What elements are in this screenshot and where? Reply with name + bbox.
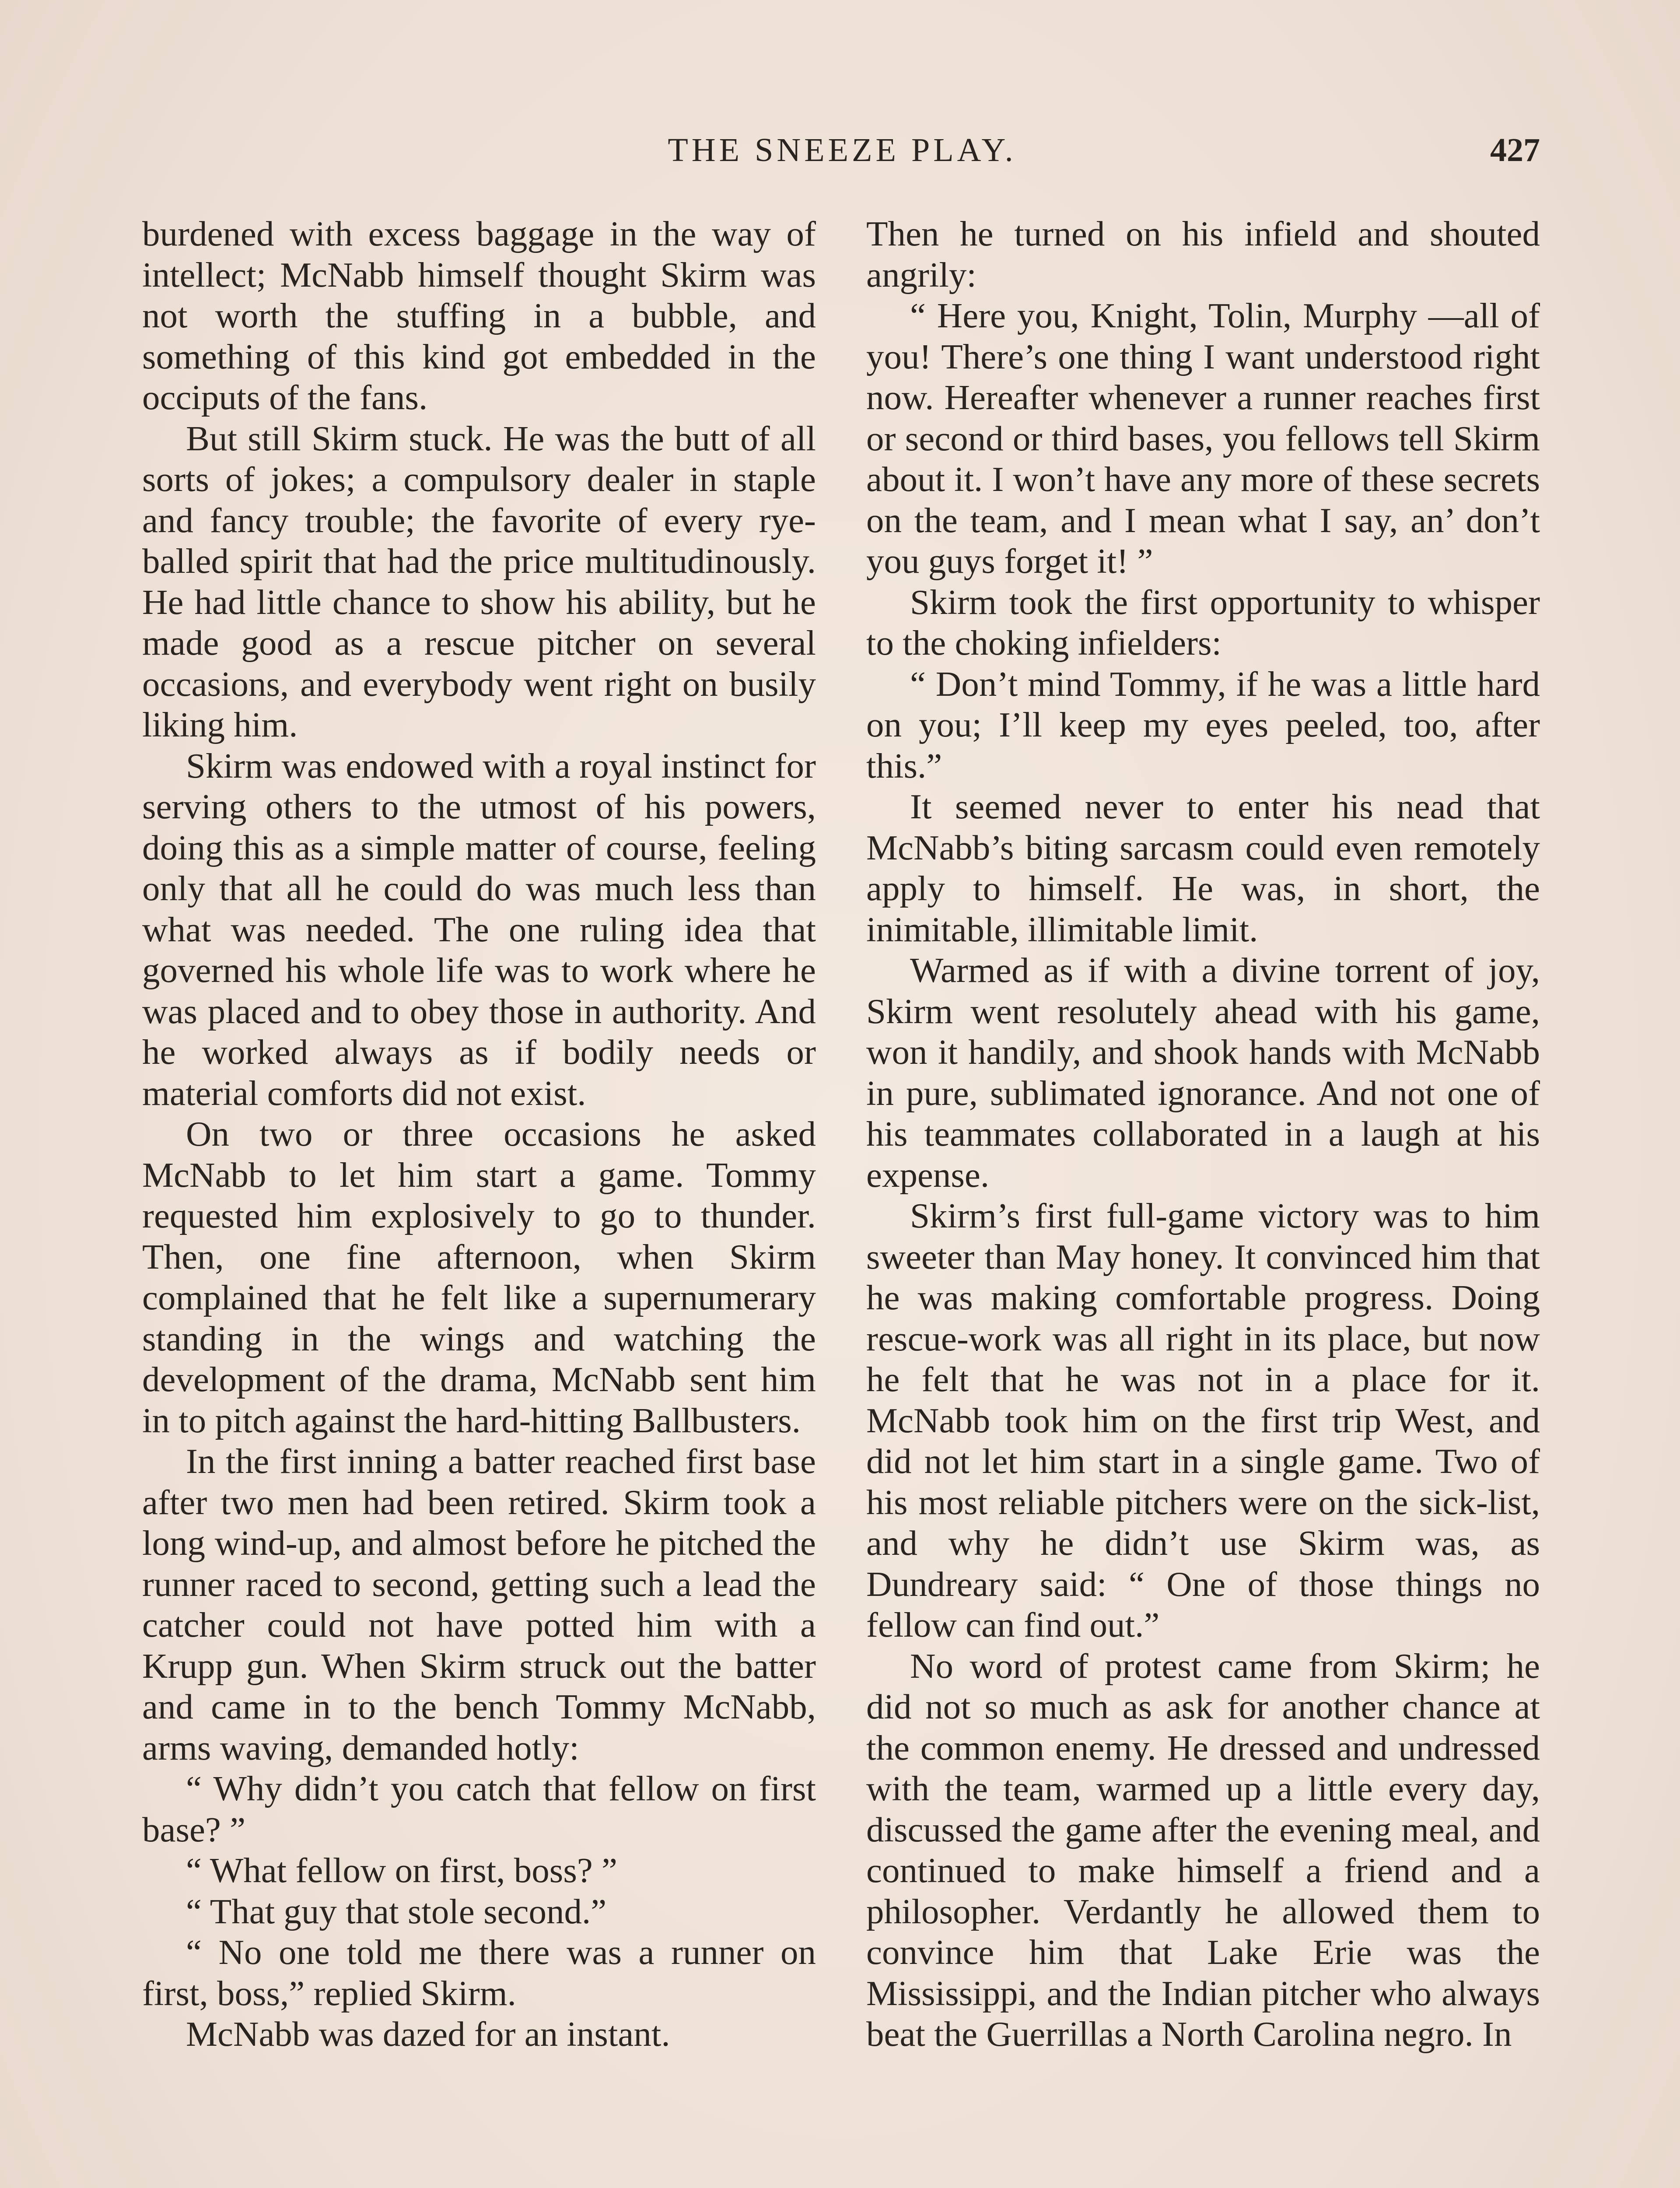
- paragraph: “ Why didn’t you catch that fellow on first base? ”: [142, 1769, 816, 1849]
- paragraph: McNabb was dazed for an instant.: [186, 2014, 670, 2054]
- paragraph: Skirm took the first opportunity to whisper to the choking infielders:: [866, 582, 1540, 663]
- page-number: 427: [1490, 132, 1540, 168]
- page-header: [144, 131, 1540, 179]
- paragraph: Then he turned on his infield and shouted angrily:: [866, 214, 1540, 295]
- paragraph: “ What fellow on first, boss? ”: [186, 1851, 618, 1890]
- paragraph: Skirm’s first full-game victory was to him sweeter than May honey. It convinced him that he was making comfortable progress. Doing rescue-work was all right in its place, but now he felt that he was not in a place for it. McNabb took him on the first trip West, and did not let him start in a single game. Two of his most reliable pitchers were on the sick-list, and why he didn’t use Skirm was, as Dundreary said: “ One of those things no fellow can find out.”: [866, 1196, 1540, 1645]
- paragraph: “ No one told me there was a runner on first, boss,” replied Skirm.: [142, 1932, 816, 2013]
- paragraph: “ Here you, Knight, Tolin, Murphy —all of you! There’s one thing I want understood right now. Hereafter whenever a runner reaches first or second or third bases, you fellows tell Skirm about it. I won’t have any more of these secrets on the team, and I mean what I say, an’ don’t you guys forget it! ”: [866, 296, 1540, 581]
- paragraph: Warmed as if with a divine torrent of joy, Skirm went resolutely ahead with his game, won it handily, and shook hands with McNabb in pure, sublimated ignorance. And not one of his teammates collaborated in a laugh at his expense.: [866, 950, 1540, 1195]
- paragraph: “ That guy that stole second.”: [186, 1891, 607, 1931]
- text-columns: [142, 214, 1540, 2055]
- paragraph: No word of protest came from Skirm; he did not so much as ask for another chance at the common enemy. He dressed and undressed with the team, warmed up a little every day, discussed the game after the evening meal, and continued to make himself a friend and a philosopher. Verdantly he allowed them to convince him that Lake Erie was the Mississippi, and the Indian pitcher who always beat the Guerrillas a North Carolina negro. In: [866, 1646, 1540, 2054]
- paragraph: But still Skirm stuck. He was the butt of all sorts of jokes; a compulsory dealer in staple and fancy trouble; the favorite of every rye-balled spirit that had the price multitudinously. He had little chance to show his ability, but he made good as a rescue pitcher on several occasions, and everybody went right on busily liking him.: [142, 418, 816, 744]
- paragraph: In the first inning a batter reached first base after two men had been retired. Skirm took a long wind-up, and almost before he pitched the runner raced to second, getting such a lead the catcher could not have potted him with a Krupp gun. When Skirm struck out the batter and came in to the bench Tommy McNabb, arms waving, demanded hotly:: [142, 1441, 816, 1767]
- paragraph: burdened with excess baggage in the way of intellect; McNabb himself thought Skirm was not worth the stuffing in a bubble, and something of this kind got embedded in the occiputs of the fans.: [142, 214, 816, 417]
- paragraph: “ Don’t mind Tommy, if he was a little hard on you; I’ll keep my eyes peeled, too, after this.”: [866, 664, 1540, 785]
- right-column: [866, 214, 1540, 2055]
- running-head: THE SNEEZE PLAY.: [668, 132, 1017, 168]
- paragraph: On two or three occasions he asked McNabb to let him start a game. Tommy requested him explosively to go to thunder. Then, one fine afternoon, when Skirm complained that he felt like a supernumerary standing in the wings and watching the development of the drama, McNabb sent him in to pitch against the hard-hitting Ballbusters.: [142, 1114, 816, 1440]
- paragraph: Skirm was endowed with a royal instinct for serving others to the utmost of his powers, doing this as a simple matter of course, feeling only that all he could do was much less than what was needed. The one ruling idea that governed his whole life was to work where he was placed and to obey those in authority. And he worked always as if bodily needs or material comforts did not exist.: [142, 746, 816, 1113]
- paragraph: It seemed never to enter his nead that McNabb’s biting sarcasm could even remotely apply to himself. He was, in short, the inimitable, illimitable limit.: [866, 787, 1540, 949]
- left-column: [142, 214, 816, 2055]
